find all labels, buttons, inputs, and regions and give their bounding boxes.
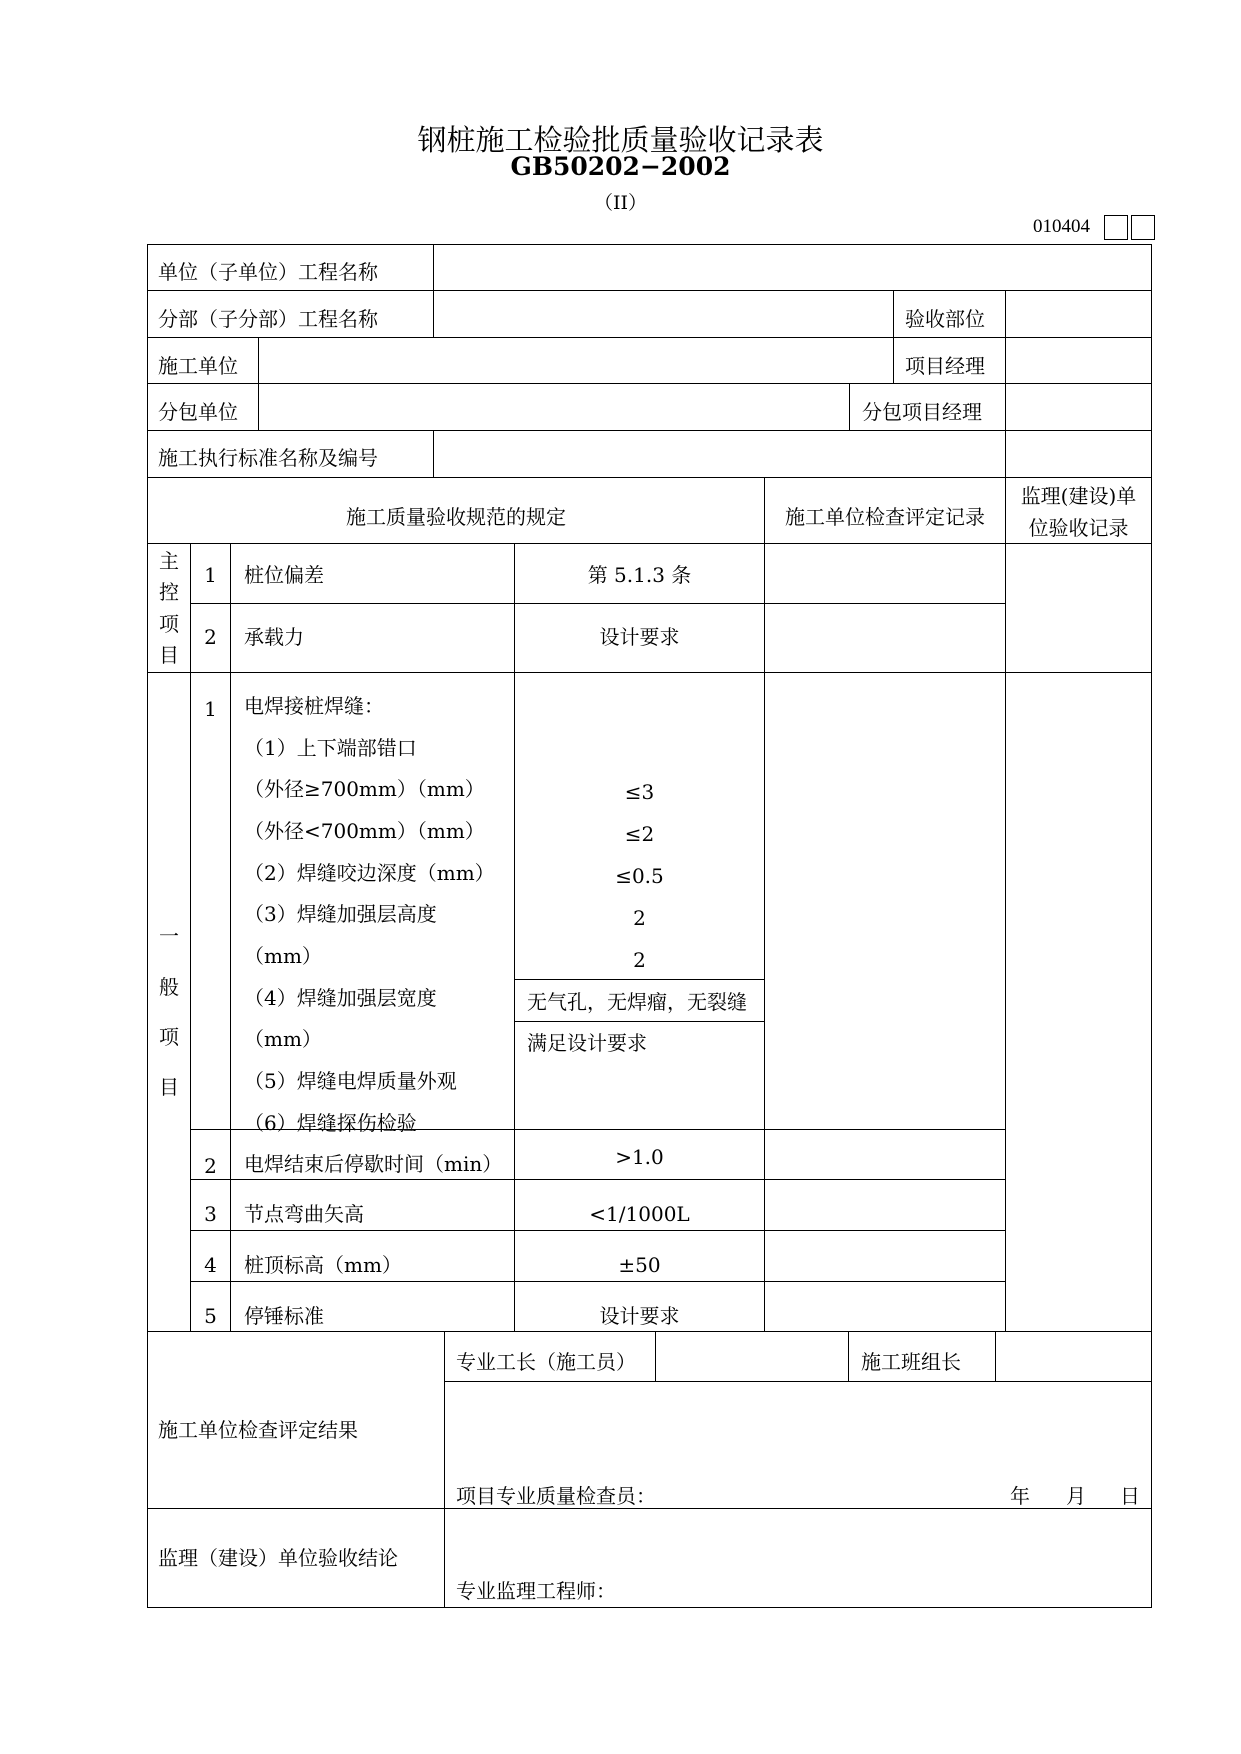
acceptance-part-field[interactable] <box>1006 291 1151 337</box>
main-control-supervisor-record[interactable] <box>1006 544 1151 672</box>
supervisor-conclusion-label: 监理（建设）单位验收结论 <box>158 1546 398 1570</box>
general-item-1-no: 1 <box>204 697 217 721</box>
general-char-1: 一 <box>159 924 179 948</box>
main-item-2-name: 承载力 <box>244 625 304 649</box>
sub-project-field[interactable] <box>434 291 893 337</box>
main-control-char-1: 主 <box>159 549 179 573</box>
project-manager-label: 项目经理 <box>905 354 985 378</box>
supervisor-conclusion-field[interactable] <box>445 1509 1151 1569</box>
contractor-label: 施工单位 <box>158 354 238 378</box>
general-item-4-req: ±50 <box>618 1253 661 1277</box>
foreman-field[interactable] <box>656 1332 848 1381</box>
form-code-box-1[interactable] <box>1104 215 1128 240</box>
general-char-3: 项 <box>159 1025 179 1049</box>
main-control-char-4: 目 <box>159 643 179 667</box>
main-item-2-record[interactable] <box>765 604 1005 672</box>
supervisor-record-header-line2: 位验收记录 <box>1028 516 1129 540</box>
supervisor-record-header-line1: 监理(建设)单 <box>1020 484 1137 508</box>
contractor-record-header: 施工单位检查评定记录 <box>785 505 985 529</box>
main-item-2-no: 2 <box>204 625 217 649</box>
general-supervisor-record[interactable] <box>1006 673 1151 1331</box>
general-char-4: 目 <box>159 1075 179 1099</box>
general-item-2-no: 2 <box>204 1154 217 1178</box>
form-code: 010404 <box>1033 216 1090 237</box>
general-item-2-name: 电焊结束后停歇时间（min） <box>244 1152 503 1176</box>
sub-project-manager-field[interactable] <box>1006 384 1151 430</box>
contractor-field[interactable] <box>259 338 893 383</box>
general-item-3-name: 节点弯曲矢高 <box>244 1202 364 1226</box>
general-item-5-name: 停锤标准 <box>244 1304 324 1328</box>
contractor-result-field[interactable] <box>445 1382 1151 1482</box>
main-item-1-req: 第 5.1.3 条 <box>587 563 692 587</box>
sub-project-label: 分部（子分部）工程名称 <box>158 307 378 331</box>
team-leader-field[interactable] <box>996 1332 1151 1381</box>
unit-project-label: 单位（子单位）工程名称 <box>158 260 378 284</box>
general-item-2-record[interactable] <box>765 1130 1005 1179</box>
weld-req-1: ≤3 <box>624 780 655 804</box>
main-item-1-no: 1 <box>204 563 217 587</box>
general-item-5-req: 设计要求 <box>599 1304 680 1328</box>
contractor-result-label: 施工单位检查评定结果 <box>158 1418 358 1442</box>
weld-line-2: （1）上下端部错口 <box>244 736 417 760</box>
subcontractor-label: 分包单位 <box>158 400 238 424</box>
weld-appearance-req: 无气孔，无焊瘤，无裂缝 <box>527 990 747 1014</box>
weld-req-4: 2 <box>633 906 646 930</box>
spec-header: 施工质量验收规范的规定 <box>346 505 566 529</box>
team-leader-label: 施工班组长 <box>861 1350 961 1374</box>
project-manager-field[interactable] <box>1006 338 1151 383</box>
acceptance-part-label: 验收部位 <box>905 307 985 331</box>
general-item-3-record[interactable] <box>765 1180 1005 1230</box>
general-item-4-no: 4 <box>204 1253 217 1277</box>
supervisor-engineer-label: 专业监理工程师： <box>456 1579 616 1603</box>
general-item-4-record[interactable] <box>765 1231 1005 1281</box>
main-item-1-record[interactable] <box>765 544 1005 603</box>
general-item-1-record[interactable] <box>765 673 1005 1129</box>
general-item-4-name: 桩顶标高（mm） <box>244 1253 402 1277</box>
general-item-3-req: <1/1000L <box>589 1202 690 1226</box>
form-title: 钢桩施工检验批质量验收记录表 <box>417 123 824 157</box>
weld-line-10: （5）焊缝电焊质量外观 <box>244 1069 457 1093</box>
date-day-label: 日 <box>1120 1484 1140 1508</box>
weld-line-3: （外径≥700mm）（mm） <box>244 777 485 801</box>
standard-label: 施工执行标准名称及编号 <box>158 446 378 470</box>
weld-line-6: （3）焊缝加强层高度 <box>244 902 437 926</box>
general-item-5-record[interactable] <box>765 1282 1005 1331</box>
weld-req-5: 2 <box>633 948 646 972</box>
main-control-char-3: 项 <box>159 612 179 636</box>
general-item-5-no: 5 <box>204 1304 217 1328</box>
weld-line-5: （2）焊缝咬边深度（mm） <box>244 861 495 885</box>
standard-field[interactable] <box>434 431 1151 477</box>
foreman-label: 专业工长（施工员） <box>456 1350 636 1374</box>
quality-inspector-label: 项目专业质量检查员： <box>456 1484 656 1508</box>
weld-line-7: （mm） <box>244 944 322 968</box>
general-item-3-no: 3 <box>204 1202 217 1226</box>
section-marker: （II） <box>593 192 647 214</box>
main-item-2-req: 设计要求 <box>599 625 680 649</box>
sub-project-manager-label: 分包项目经理 <box>862 400 982 424</box>
weld-inspection-req: 满足设计要求 <box>527 1031 647 1055</box>
date-year-label: 年 <box>1010 1484 1030 1508</box>
main-item-1-name: 桩位偏差 <box>244 563 324 587</box>
unit-project-field[interactable] <box>434 245 1151 290</box>
weld-req-2: ≤2 <box>624 822 655 846</box>
weld-line-11: （6）焊缝探伤检验 <box>244 1111 417 1135</box>
weld-line-9: （mm） <box>244 1027 322 1051</box>
weld-line-1: 电焊接桩焊缝： <box>244 694 384 718</box>
weld-req-3: ≤0.5 <box>615 864 664 888</box>
standard-code: GB50202−2002 <box>510 152 731 181</box>
form-code-box-2[interactable] <box>1131 215 1155 240</box>
date-month-label: 月 <box>1066 1484 1086 1508</box>
general-item-2-req: >1.0 <box>615 1145 664 1169</box>
general-char-2: 般 <box>159 975 179 999</box>
weld-line-4: （外径<700mm）（mm） <box>244 819 485 843</box>
main-control-char-2: 控 <box>159 580 179 604</box>
weld-line-8: （4）焊缝加强层宽度 <box>244 986 437 1010</box>
subcontractor-field[interactable] <box>259 384 849 430</box>
